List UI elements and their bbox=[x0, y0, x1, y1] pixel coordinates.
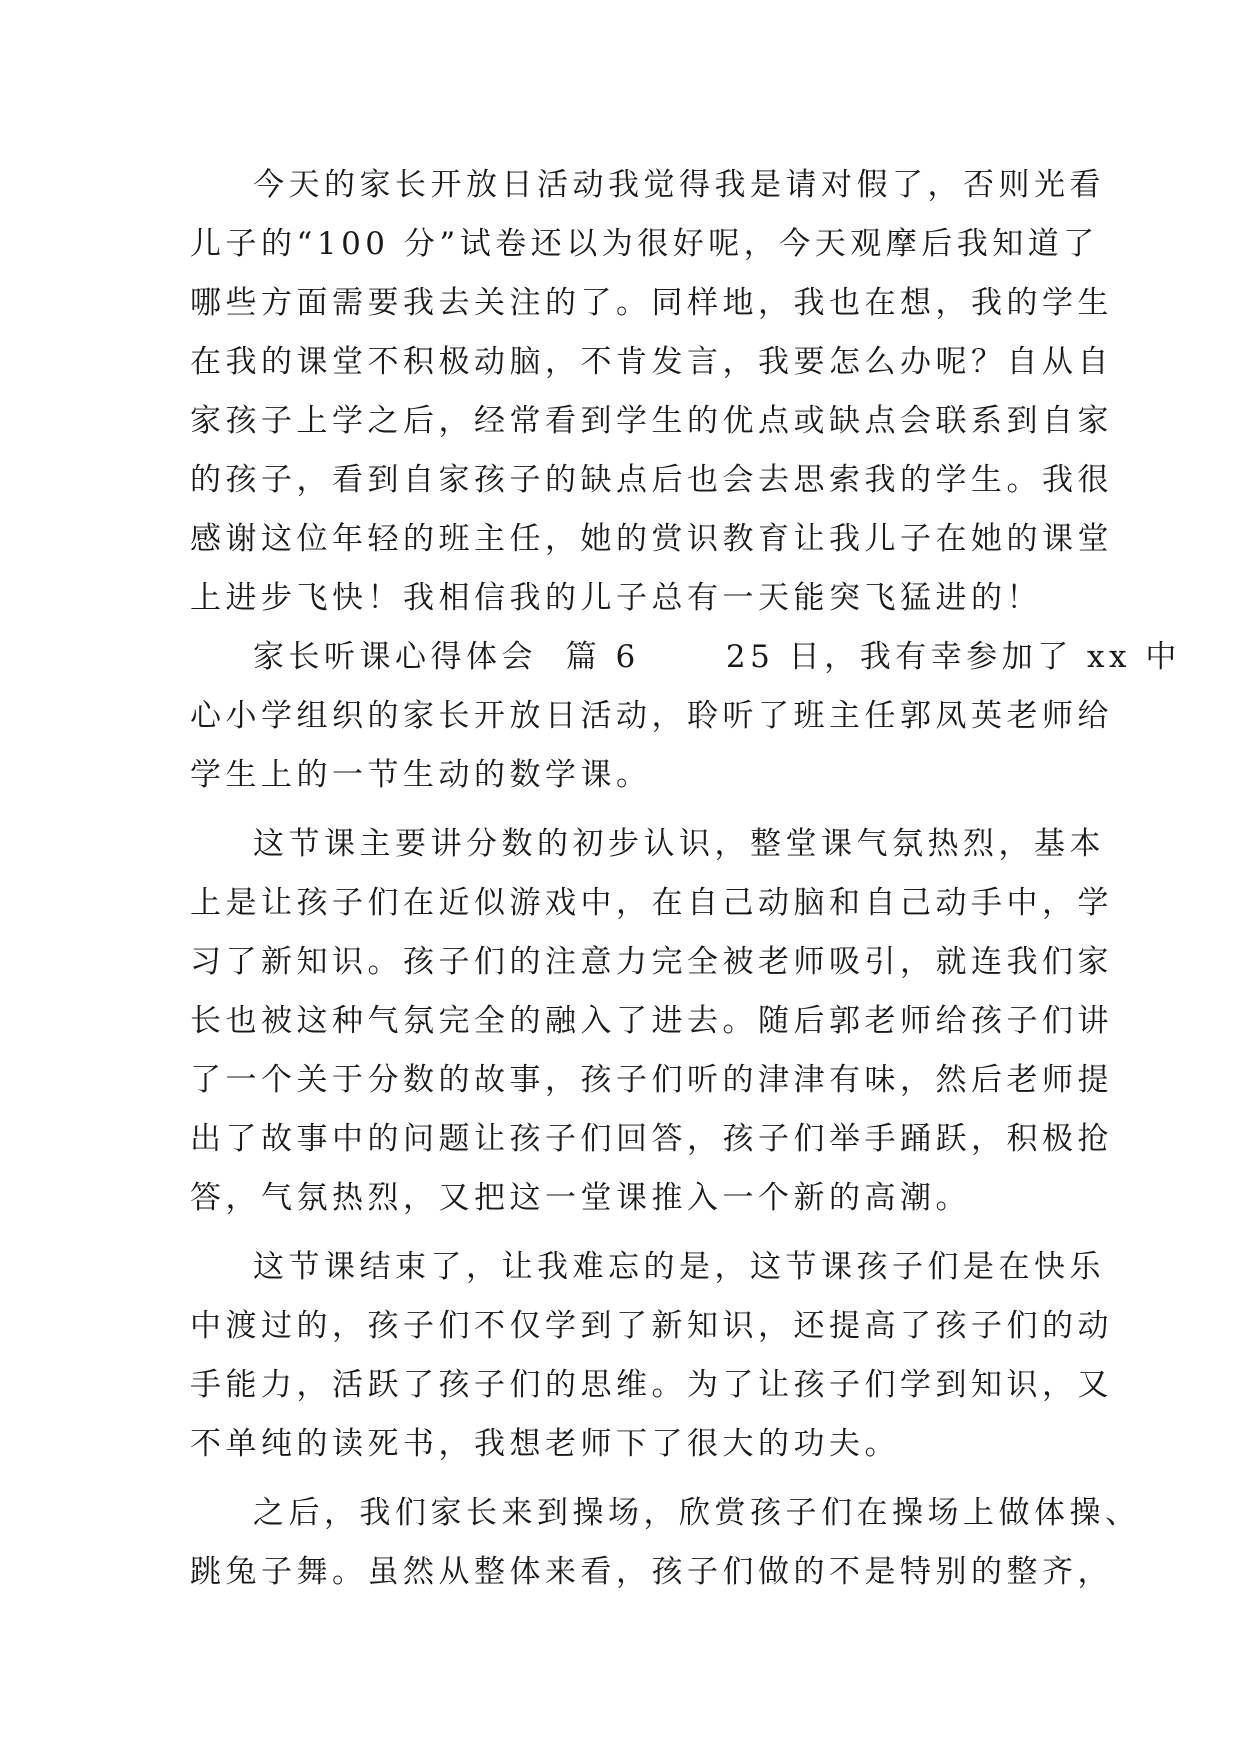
paragraph-5 bbox=[190, 1484, 1141, 1602]
text-line: 手能力，活跃了孩子们的思维。为了让孩子们学到知识，又 bbox=[190, 1367, 1113, 1403]
paragraph-spacer bbox=[190, 1228, 1070, 1238]
paragraph-2 bbox=[190, 628, 1181, 805]
text-line: 哪些方面需要我去关注的了。同样地，我也在想，我的学生 bbox=[190, 285, 1113, 321]
text-line: 家长听课心得体会 篇 6 25 日，我有幸参加了 xx 中 bbox=[253, 639, 1181, 675]
text-line: 上是让孩子们在近似游戏中，在自己动脑和自己动手中，学 bbox=[190, 885, 1113, 921]
text-line: 这节课主要讲分数的初步认识，整堂课气氛热烈，基本 bbox=[253, 826, 1105, 862]
text-line: 出了故事中的问题让孩子们回答，孩子们举手踊跃，积极抢 bbox=[190, 1121, 1113, 1157]
text-line: 儿子的“100 分”试卷还以为很好呢，今天观摩后我知道了 bbox=[190, 226, 1099, 262]
text-line: 的孩子，看到自家孩子的缺点后也会去思索我的学生。我很 bbox=[190, 462, 1113, 498]
text-line: 答，气氛热烈，又把这一堂课推入一个新的高潮。 bbox=[190, 1180, 971, 1216]
paragraph-1 bbox=[190, 156, 1113, 628]
text-line: 家孩子上学之后，经常看到学生的优点或缺点会联系到自家 bbox=[190, 403, 1113, 439]
paragraph-spacer bbox=[190, 805, 1070, 815]
text-line: 这节课结束了，让我难忘的是，这节课孩子们是在快乐 bbox=[253, 1249, 1105, 1285]
text-line: 今天的家长开放日活动我觉得我是请对假了，否则光看 bbox=[253, 167, 1105, 203]
text-line: 之后，我们家长来到操场，欣赏孩子们在操场上做体操、 bbox=[253, 1495, 1141, 1531]
paragraph-4 bbox=[190, 1238, 1113, 1474]
text-line: 感谢这位年轻的班主任，她的赏识教育让我儿子在她的课堂 bbox=[190, 521, 1113, 557]
document-body bbox=[190, 156, 1181, 1602]
text-line: 跳兔子舞。虽然从整体来看，孩子们做的不是特别的整齐， bbox=[190, 1554, 1113, 1590]
paragraph-spacer bbox=[190, 1474, 1070, 1484]
text-line: 上进步飞快！我相信我的儿子总有一天能突飞猛进的！ bbox=[190, 580, 1042, 616]
text-line: 不单纯的读死书，我想老师下了很大的功夫。 bbox=[190, 1426, 900, 1462]
text-line: 在我的课堂不积极动脑，不肯发言，我要怎么办呢？自从自 bbox=[190, 344, 1113, 380]
text-line: 学生上的一节生动的数学课。 bbox=[190, 757, 652, 793]
text-line: 长也被这种气氛完全的融入了进去。随后郭老师给孩子们讲 bbox=[190, 1003, 1113, 1039]
text-line: 习了新知识。孩子们的注意力完全被老师吸引，就连我们家 bbox=[190, 944, 1113, 980]
text-line: 心小学组织的家长开放日活动，聆听了班主任郭凤英老师给 bbox=[190, 698, 1113, 734]
text-line: 中渡过的，孩子们不仅学到了新知识，还提高了孩子们的动 bbox=[190, 1308, 1113, 1344]
paragraph-3 bbox=[190, 815, 1113, 1228]
text-line: 了一个关于分数的故事，孩子们听的津津有味，然后老师提 bbox=[190, 1062, 1113, 1098]
